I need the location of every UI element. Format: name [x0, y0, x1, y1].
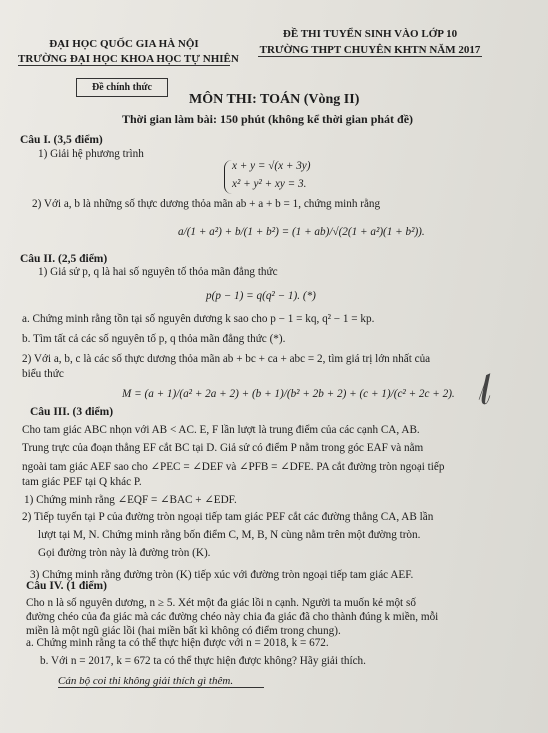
system-equation-2: x² + y² + xy = 3.	[232, 178, 307, 190]
subject-title: MÔN THI: TOÁN (Vòng II)	[189, 92, 360, 107]
question-1-part-1: 1) Giải hệ phương trình	[38, 148, 144, 160]
question-3-line-2: Trung trực của đoạn thẳng EF cắt BC tại D. Giả sử có điểm P nằm trong góc EAF và nằm	[22, 442, 424, 454]
system-equation-1: x + y = √(x + 3y)	[232, 160, 311, 172]
question-4-part-a: a. Chứng minh rằng ta có thể thực hiện được với n = 2018, k = 672.	[26, 637, 329, 649]
footer-note: Cán bộ coi thi không giải thích gì thêm.	[58, 675, 264, 688]
question-3-part-2-end: Gọi đường tròn này là đường tròn (K).	[38, 547, 211, 559]
question-4-part-b: b. Với n = 2017, k = 672 ta có thể thực hiện được không? Hãy giải thích.	[40, 655, 366, 667]
question-4-line-3: miền là một ngũ giác lồi (hai miền bất kì không có điểm trong chung).	[26, 625, 341, 637]
university-name: ĐẠI HỌC QUỐC GIA HÀ NỘI	[49, 38, 199, 50]
school-year: TRƯỜNG THPT CHUYÊN KHTN NĂM 2017	[259, 44, 481, 56]
question-3-line-4: tam giác PEF tại Q khác P.	[22, 476, 142, 488]
question-2-part-1b: b. Tìm tất cả các số nguyên tố p, q thỏa mãn đẳng thức (*).	[22, 333, 286, 345]
faculty-name: TRƯỜNG ĐẠI HỌC KHOA HỌC TỰ NHIÊN	[18, 53, 239, 65]
question-4-title: Câu IV. (1 điểm)	[26, 580, 107, 592]
question-4-line-2: đường chéo của đa giác mà các đường chéo này chia đa giác đã cho thành đúng k miền, mỗi	[26, 611, 439, 623]
question-3-part-2-cont: lượt tại M, N. Chứng minh rằng bốn điểm C, M, B, N cùng nằm trên một đường tròn.	[38, 529, 421, 541]
equation-star: p(p − 1) = q(q² − 1). (*)	[206, 290, 316, 302]
question-3-part-1: 1) Chứng minh rằng ∠EQF = ∠BAC + ∠EDF.	[24, 494, 237, 506]
question-4-line-1: Cho n là số nguyên dương, n ≥ 5. Xét một đa giác lồi n cạnh. Người ta muốn kẻ một số	[26, 597, 416, 609]
question-2-part-2-cont: biểu thức	[22, 368, 64, 380]
question-3-part-2: 2) Tiếp tuyến tại P của đường tròn ngoại tiếp tam giác PEF cắt các đường thẳng CA, AB lần	[22, 511, 434, 523]
question-1-title: Câu I. (3,5 điểm)	[20, 134, 103, 146]
question-2-title: Câu II. (2,5 điểm)	[20, 253, 108, 265]
expression-m: M = (a + 1)/(a² + 2a + 2) + (b + 1)/(b² + 2b + 2) + (c + 1)/(c² + 2c + 2).	[122, 388, 455, 400]
question-3-title: Câu III. (3 điểm)	[30, 406, 114, 418]
official-label: Đề chính thức	[76, 78, 168, 97]
examiner-signature: 𝓁	[468, 367, 497, 415]
question-1-part-2: 2) Với a, b là những số thực dương thỏa mãn ab + a + b = 1, chứng minh rằng	[32, 198, 381, 210]
identity-to-prove: a/(1 + a²) + b/(1 + b²) = (1 + ab)/√(2(1 + a²)(1 + b²)).	[178, 226, 425, 238]
question-2-part-2: 2) Với a, b, c là các số thực dương thỏa mãn ab + bc + ca + abc = 2, tìm giá trị lớn nhất của	[22, 353, 431, 365]
question-2-part-1a: a. Chứng minh rằng tồn tại số nguyên dương k sao cho p − 1 = kq, q² − 1 = kp.	[22, 313, 375, 325]
exam-name: ĐỀ THI TUYỂN SINH VÀO LỚP 10	[282, 28, 458, 40]
question-3-line-3: ngoài tam giác AEF sao cho ∠PEC = ∠DEF và ∠PFB = ∠DFE. PA cắt đường tròn ngoại tiếp	[22, 461, 445, 473]
time-allowed: Thời gian làm bài: 150 phút (không kể thời gian phát đề)	[122, 112, 414, 126]
question-3-line-1: Cho tam giác ABC nhọn với AB < AC. E, F lần lượt là trung điểm của các cạnh CA, AB.	[22, 424, 420, 436]
question-2-part-1: 1) Giả sử p, q là hai số nguyên tố thỏa mãn đẳng thức	[38, 266, 278, 278]
question-3-part-3: 3) Chứng minh rằng đường tròn (K) tiếp xúc với đường tròn ngoại tiếp tam giác AEF.	[30, 569, 414, 581]
